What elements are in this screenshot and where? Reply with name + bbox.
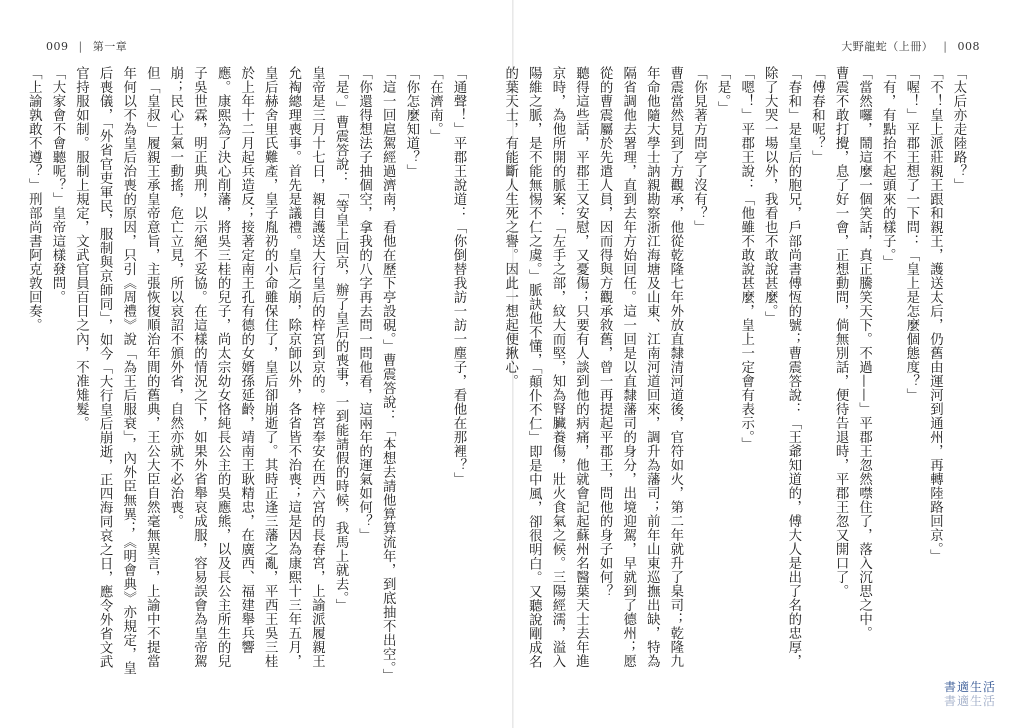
paragraph: 「嗯！」平郡王說：「他雖不敢說甚麼，皇上一定會有表示。」 — [738, 66, 754, 452]
paragraph: 「你還得想法子抽個空，拿我的八字再去問一問他看，這兩年的運氣如何？」 — [356, 66, 372, 542]
left-page-body — [26, 66, 470, 683]
right-page-number: 008 — [957, 40, 980, 53]
chapter-title: 第一章 — [92, 40, 128, 53]
right-page-body — [502, 66, 970, 678]
paragraph: 「在濟南。」 — [427, 66, 443, 144]
paragraph: 「喔！」平郡王想了一下問：「皇上是怎麼個態度？」 — [903, 66, 919, 402]
paragraph: 「有，有點抬不起頭來的樣子。」 — [880, 66, 896, 270]
paragraph: 「大家會不會聽呢？」皇帝這樣發問。 — [49, 66, 65, 304]
book-title: 大野龍蛇（上冊） — [841, 40, 934, 53]
paragraph: 「春和」是皇后的胞兄，戶部尚書傅恆的號；曹震答說：「王爺知道的，傅大人是出了名的忠厚，除了大哭一場以外，我看也不敢說甚麼。」 — [762, 66, 801, 668]
paragraph: 「上諭孰敢不遵？」刑部尚書阿克敦回奏。 — [26, 66, 42, 332]
paragraph: 「這一回扈駕經過濟南，看他在歷下亭設硯。」曹震答說：「本想去請他算算流年，到底抽不出空。」 — [380, 66, 396, 683]
paragraph: 「你怎麼知道？」 — [403, 66, 419, 178]
paragraph: 「太后亦走陸路？」 — [951, 66, 966, 192]
paragraph: 皇帝是三月十七日，親自護送大行皇后的梓宮到京的。梓宮奉安在西六宮的長春宮，上諭派履親王允裪總理喪事。首先是議禮。皇后之崩，除京師以外，各省皆不治喪；這是因為康熙十三年五月，皇后赫舍里氏難產，皇子胤礽的小命雖保住了，皇后卻崩逝了。其時正逢三藩之亂，平西王吳三桂於上年十二月起兵造反；接著定南王孔有德的女婿孫延齡，靖南王耿精忠，在廣西、福建舉兵響應。康熙為了決心削藩，將吳三桂的兒子，尚太宗幼女恪純長公主的吳應熊，以及長公主所生的兒子吳世霖，明正典刑，以示絕不妥協。在這樣的情況之下，如果外省舉哀成服，容易誤會為皇帝駕崩；民心士氣一動搖，危亡立見，所以哀詔不頒外省，自然亦就不必治喪。 — [167, 66, 325, 668]
paragraph: 但「皇叔」履親王承皇帝意旨，主張恢復順治年間的舊典，王公大臣自然毫無異言，上諭中不提當年何以不為皇后治喪的原因，只引《周禮》說「為王后服衰」，內外臣無異；《明會典》亦規定，皇后喪儀，「外省官吏軍民，服制與京師同」，如今「大行皇后崩逝，正四海同哀之日，應令外省文武官持服如制。服制上規定，文武官員百日之內，不准雉髮。 — [73, 66, 160, 676]
paragraph: 「是。」曹震答說：「等皇上回京，辦了皇后的喪事，一到能請假的時候，我馬上就去。」 — [333, 66, 349, 613]
paragraph: 聽得這些話，平郡王又安慰，又憂傷；只要有人談到他的病痛，他就會記起蘇州名醫葉天士去年進京時，為他所開的脈案：「左手之部，紋大而堅，知為腎臟養傷，壯火食氣之候。三陽經濡，溢入陽維之脈，是不能無惕不仁之虞。」脈訣他不懂，「顛仆不仁」即是中風，卻很明白。又聽說剛成名的葉天士，有能斷人生死之譽。因此一想起便揪心。 — [502, 66, 589, 669]
paragraph: 曹震當然見到了方觀承，他從乾隆七年外放直隸清河道後，官符如火，第二年就升了臬司；乾隆九年命他隨大學士訥親勘察浙江海塘及山東、江南河道回來，調升為藩司；前年山東巡撫出缺，特為隔省調他去署理，直到去年方始回任。這一回是以直隸藩司的身分，出境迎駕，早就到了德州；愿從的曹震屬於先遣人員，因而得與方觀承敘舊，曾一再提起平郡王，問他的身子如何？ — [597, 66, 683, 668]
left-running-head — [46, 38, 127, 54]
publisher-logo — [938, 680, 1002, 708]
paragraph: 「你見著方問亭了沒有？」 — [691, 66, 707, 234]
paragraph: 「傅春和呢？」 — [809, 66, 825, 164]
paragraph: 「是。」 — [715, 66, 731, 116]
paragraph: 「通聲！」平郡王說道：「你倒替我訪一訪一塵子，看他在那裡？」 — [451, 66, 466, 486]
paragraph: 「當然囉，鬧這麼一個笑話，真正騰笑天下。不過——」平郡王忽然噤住了，落入沉思之中。 — [856, 66, 872, 640]
right-page-text — [502, 66, 970, 678]
paragraph: 曹震不敢打攪，息了好一會，正想動問，倘無別話，便待告退時，平郡王忽又開口了。 — [833, 66, 849, 598]
publisher-mark-shadow: 書適生活 — [943, 694, 996, 708]
left-page-text — [26, 66, 470, 683]
header-separator: | — [943, 40, 948, 53]
right-running-head — [841, 38, 980, 54]
header-separator: | — [78, 40, 83, 53]
paragraph: 「不！皇上派莊親王跟和親王，護送太后，仍舊由運河到通州，再轉陸路回京。」 — [927, 66, 943, 564]
publisher-mark-text: 書適生活 — [943, 680, 996, 694]
left-page-number: 009 — [46, 40, 69, 53]
